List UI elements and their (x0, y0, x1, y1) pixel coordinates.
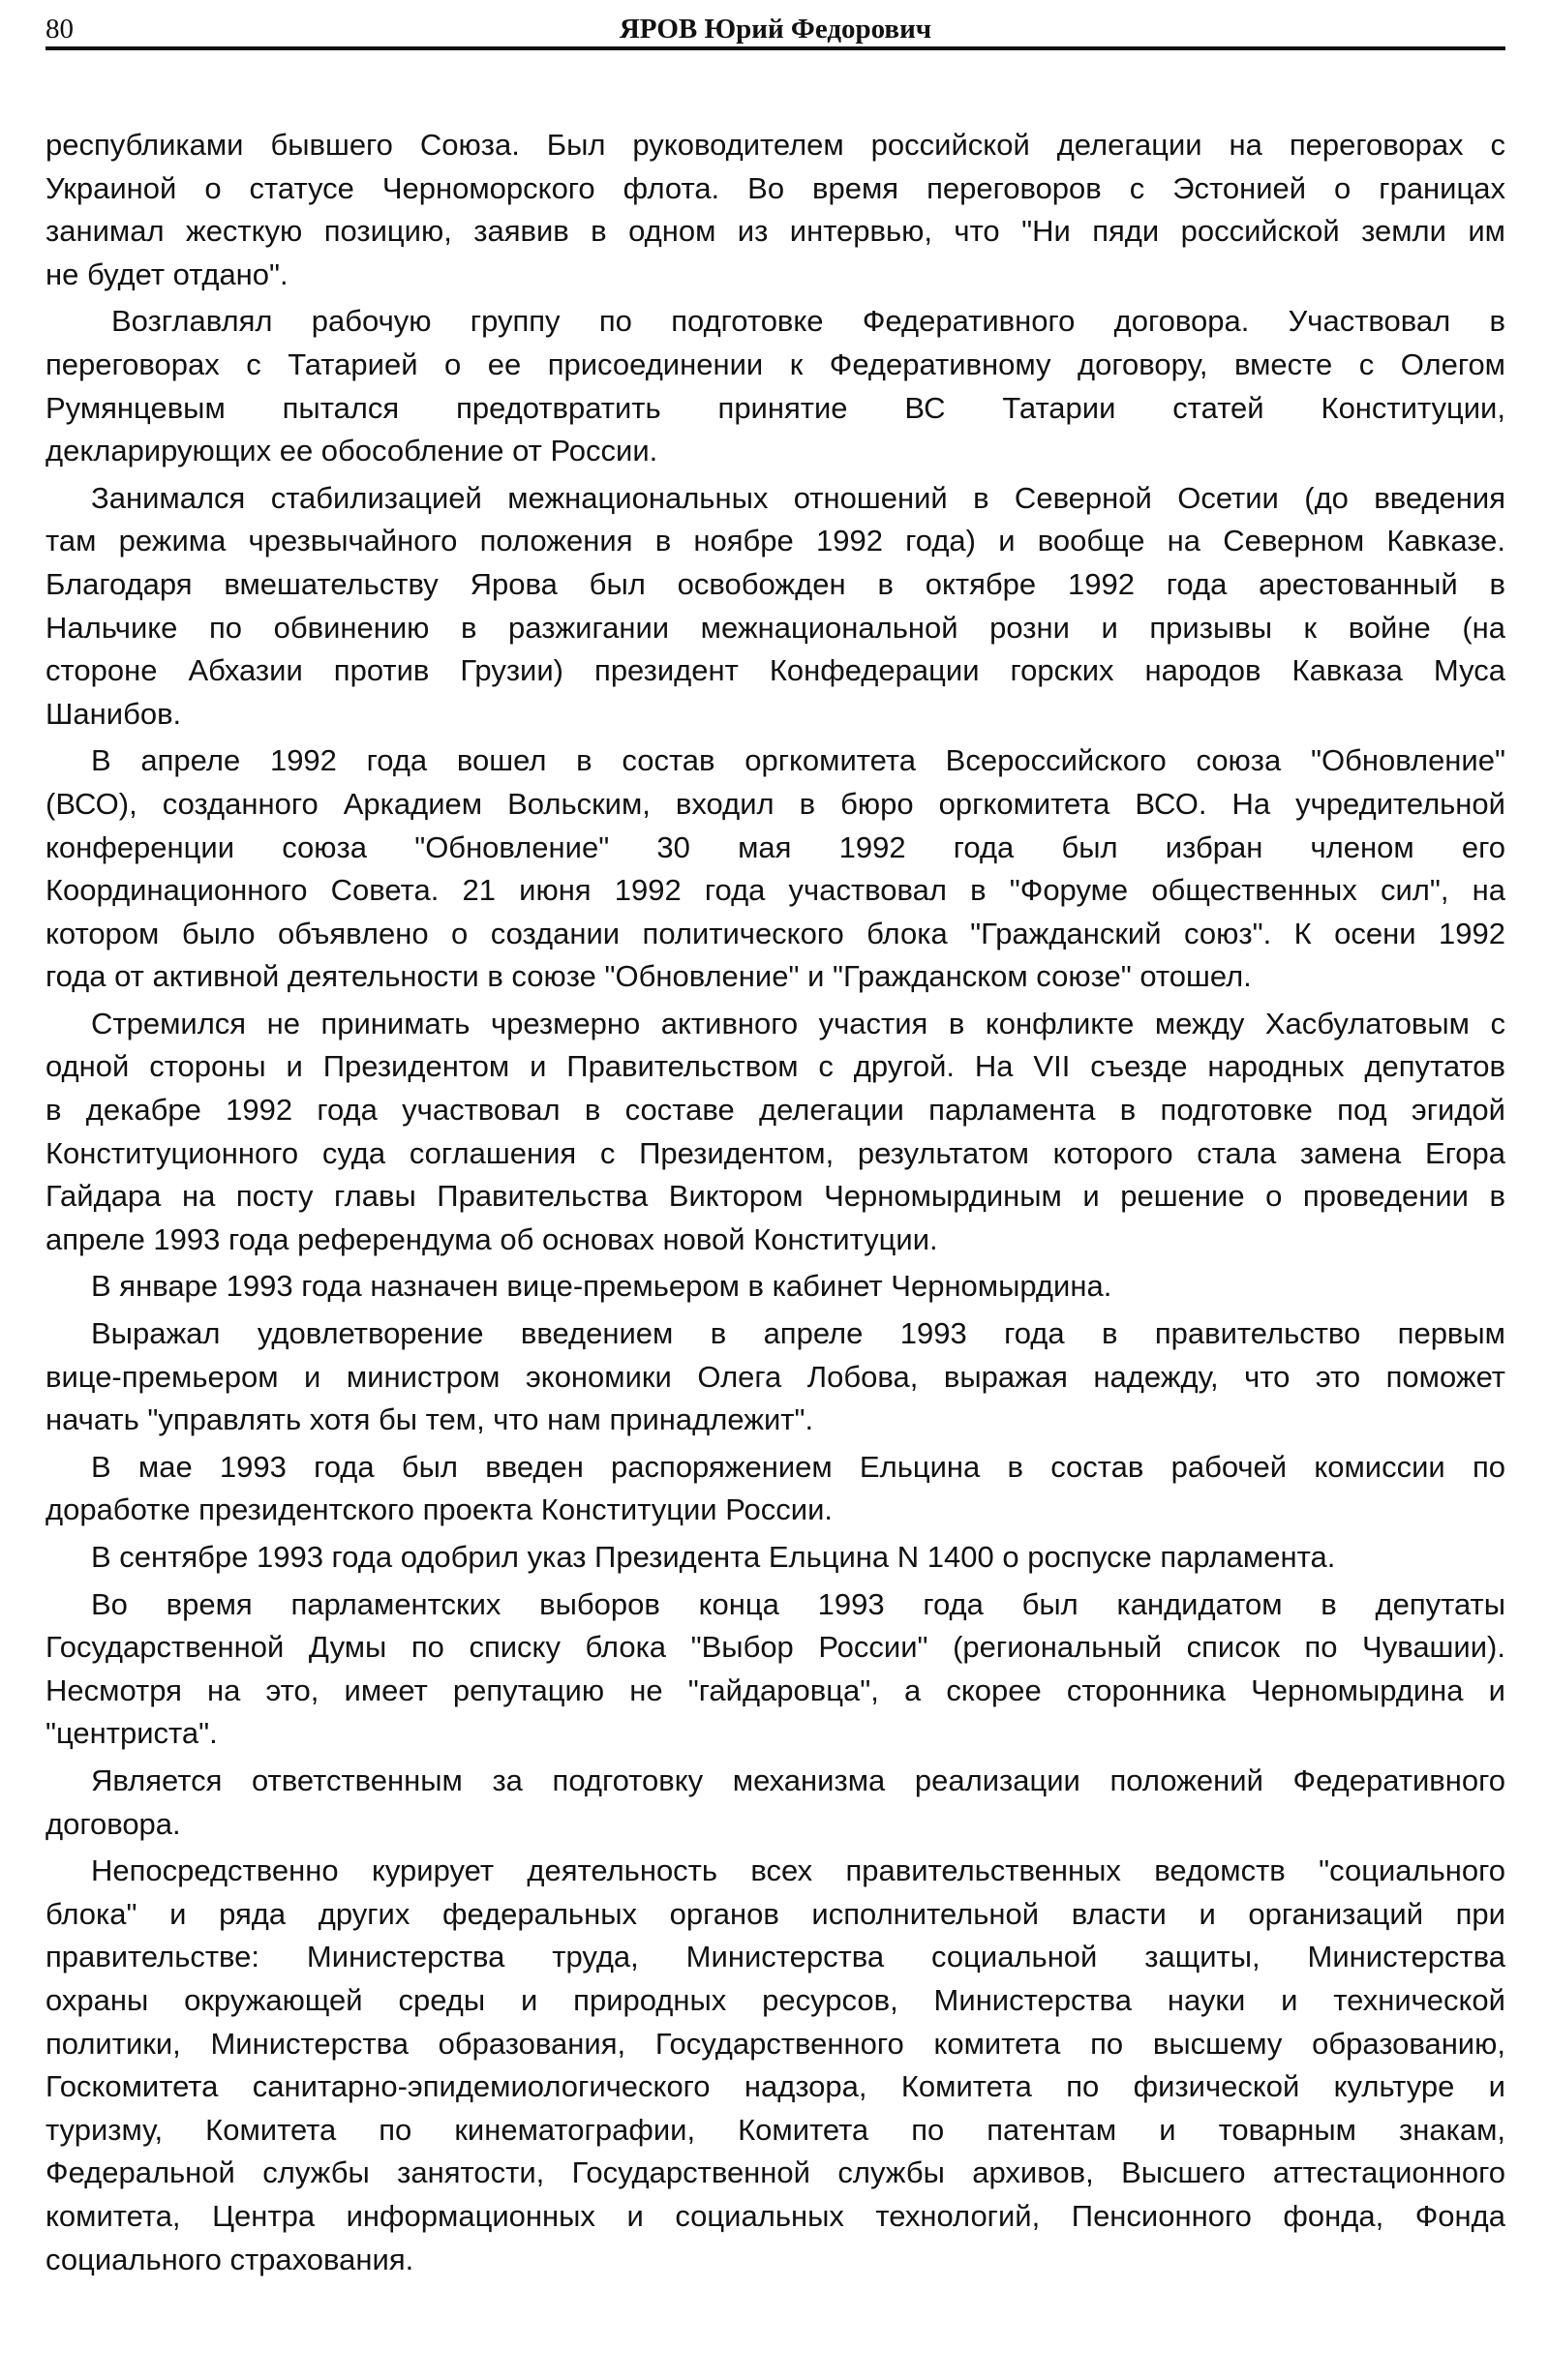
text-line: Федеральной службы занятости, Государственной службы архивов, Высшего аттестационного (46, 2155, 1505, 2190)
header-rule (46, 46, 1505, 50)
text-line: котором было объявлено о создании политического блока "Гражданский союз". К осени 1992 (46, 916, 1505, 950)
paragraph (46, 1536, 1505, 1580)
paragraph (46, 1760, 1505, 1846)
paragraph (46, 739, 1505, 999)
text-line: вице-премьером и министром экономики Олега Лобова, выражая надежду, что это поможет (46, 1359, 1505, 1394)
text-line: декларирующих ее обособление от России. (46, 434, 658, 468)
page-number: 80 (46, 14, 74, 45)
text-line: переговорах с Татарией о ее присоединении к Федеративному договору, вместе с Олегом (46, 346, 1505, 381)
text-line: Во время парламентских выборов конца 1993 года был кандидатом в депутаты (91, 1586, 1505, 1621)
text-line: Шанибов. (46, 696, 182, 731)
text-line: там режима чрезвычайного положения в ноябре 1992 года) и вообще на Северном Кавказе. (46, 524, 1505, 558)
text-line: комитета, Центра информационных и социальных технологий, Пенсионного фонда, Фонда (46, 2198, 1505, 2233)
text-line: доработке президентского проекта Конституции России. (46, 1492, 834, 1527)
paragraph (46, 1003, 1505, 1262)
text-line: года от активной деятельности в союзе "Обновление" и "Гражданском союзе" отошел. (46, 959, 1252, 994)
text-line: правительстве: Министерства труда, Министерства социальной защиты, Министерства (46, 1940, 1505, 1974)
text-line: республиками бывшего Союза. Был руководителем российской делегации на переговорах с (46, 128, 1505, 162)
text-line: Конституционного суда соглашения с Президентом, результатом которого стала замена Егора (46, 1135, 1505, 1170)
text-line: туризму, Комитета по кинематографии, Комитета по патентам и товарным знакам, (46, 2112, 1505, 2147)
text-line: Является ответственным за подготовку механизма реализации положений Федеративного (91, 1762, 1505, 1797)
paragraph (46, 1583, 1505, 1756)
text-line: Благодаря вмешательству Ярова был освобожден в октябре 1992 года арестованный в (46, 566, 1505, 601)
text-line: социального страхования. (46, 2242, 414, 2276)
text-line: политики, Министерства образования, Государственного комитета по высшему образованию, (46, 2026, 1505, 2061)
text-line: охраны окружающей среды и природных ресурсов, Министерства науки и технической (46, 1982, 1505, 2017)
text-line: Государственной Думы по списку блока "Выбор России" (региональный список по Чувашии). (46, 1630, 1505, 1665)
text-line: Гайдара на посту главы Правительства Виктором Черномырдиным и решение о проведении в (46, 1179, 1505, 1214)
paragraph (46, 300, 1505, 472)
text-line: блока" и ряда других федеральных органов исполнительной власти и организаций при (46, 1896, 1505, 1931)
text-line: Выражал удовлетворение введением в апреле 1993 года в правительство первым (91, 1316, 1505, 1351)
paragraph (46, 1446, 1505, 1532)
text-line: Нальчике по обвинению в разжигании межнациональной розни и призывы к войне (на (46, 610, 1505, 645)
text-line: конференции союза "Обновление" 30 мая 1992 года был избран членом его (46, 829, 1505, 864)
text-line: Госкомитета санитарно-эпидемиологического надзора, Комитета по физической культуре и (46, 2069, 1505, 2104)
text-line: В мае 1993 года был введен распоряжением Ельцина в состав рабочей комиссии по (91, 1449, 1505, 1484)
paragraph (46, 477, 1505, 737)
text-line: Непосредственно курирует деятельность всех правительственных ведомств "социального (91, 1853, 1505, 1888)
text-line: Несмотря на это, имеет репутацию не "гайдаровца", а скорее сторонника Черномырдина и (46, 1672, 1505, 1707)
text-line: апреле 1993 года референдума об основах новой Конституции. (46, 1221, 938, 1256)
text-line: занимал жесткую позицию, заявив в одном из интервью, что "Ни пяди российской земли им (46, 214, 1505, 249)
text-line: договора. (46, 1806, 181, 1841)
document-body (46, 120, 1505, 2281)
paragraph (46, 1265, 1505, 1309)
text-line: В апреле 1992 года вошел в состав оргкомитета Всероссийского союза "Обновление" (91, 743, 1505, 778)
paragraph (46, 1850, 1505, 2281)
paragraph (46, 1312, 1505, 1442)
text-line: в декабре 1992 года участвовал в составе делегации парламента в подготовке под эгидой (46, 1093, 1505, 1128)
text-line: Стремился не принимать чрезмерно активного участия в конфликте между Хасбулатовым с (91, 1006, 1505, 1040)
text-line: Занимался стабилизацией межнациональных отношений в Северной Осетии (до введения (91, 480, 1505, 515)
text-line: не будет отдано". (46, 256, 289, 291)
text-line: (ВСО), созданного Аркадием Вольским, входил в бюро оргкомитета ВСО. На учредительной (46, 786, 1505, 821)
text-line: Координационного Совета. 21 июня 1992 года участвовал в "Форуме общественных сил", на (46, 873, 1505, 908)
text-line: стороне Абхазии против Грузии) президент Конфедерации горских народов Кавказа Муса (46, 653, 1505, 688)
text-line: Возглавлял рабочую группу по подготовке Федеративного договора. Участвовал в (111, 304, 1505, 339)
text-line: Румянцевым пытался предотвратить принятие ВС Татарии статей Конституции, (46, 390, 1505, 425)
running-title: ЯРОВ Юрий Федорович (619, 14, 932, 45)
text-line: одной стороны и Президентом и Правительством с другой. На VII съезде народных депутатов (46, 1049, 1505, 1084)
text-line: Украиной о статусе Черноморского флота. Во время переговоров с Эстонией о границах (46, 170, 1505, 205)
text-line: "центриста". (46, 1716, 218, 1751)
paragraph (46, 124, 1505, 296)
text-line: В сентябре 1993 года одобрил указ Президента Ельцина N 1400 о роспуске парламента. (91, 1540, 1336, 1574)
text-line: В январе 1993 года назначен вице-премьером в кабинет Черномырдина. (91, 1269, 1112, 1304)
text-line: начать "управлять хотя бы тем, что нам принадлежит". (46, 1402, 814, 1437)
